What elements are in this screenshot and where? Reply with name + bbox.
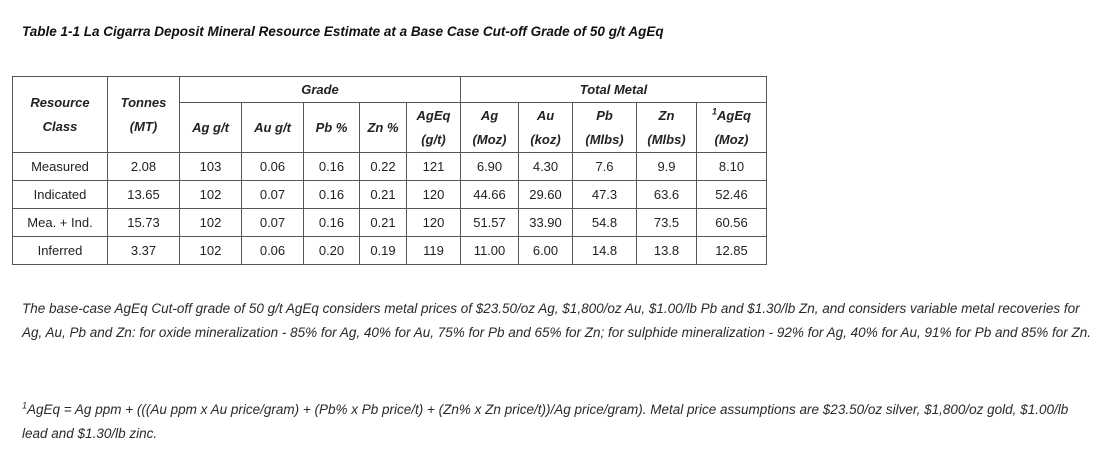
table-cell: 0.16: [304, 209, 360, 237]
footnote-text: AgEq = Ag ppm + (((Au ppm x Au price/gram) + (Pb% x Pb price/t) + (Zn% x Zn price/t))/Ag price/gram). Metal price assumptions are $23.50/oz silver, $1,800/oz gold, $1.00/lb lead and $1.30/lb zinc.: [22, 402, 1069, 441]
table-cell: 121: [407, 153, 461, 181]
table-cell: 120: [407, 209, 461, 237]
table-cell: 12.85: [697, 237, 767, 265]
header-total-metal-group: Total Metal: [461, 77, 767, 103]
ageq-footnote: [22, 398, 1097, 446]
table-cell: 6.00: [519, 237, 573, 265]
header-row-groups: [13, 77, 767, 103]
table-cell: Mea. + Ind.: [13, 209, 108, 237]
table-cell: 13.65: [108, 181, 180, 209]
table-cell: 102: [180, 181, 242, 209]
table-cell: 6.90: [461, 153, 519, 181]
table-cell: 0.07: [242, 181, 304, 209]
table-cell: 119: [407, 237, 461, 265]
table-cell: 63.6: [637, 181, 697, 209]
table-cell: 7.6: [573, 153, 637, 181]
header-zn-mlbs: Zn (Mlbs): [637, 103, 697, 153]
table-cell: 4.30: [519, 153, 573, 181]
header-zn-pct: Zn %: [360, 103, 407, 153]
table-cell: Inferred: [13, 237, 108, 265]
table-cell: 51.57: [461, 209, 519, 237]
table-cell: Indicated: [13, 181, 108, 209]
header-ageq-gt: AgEq (g/t): [407, 103, 461, 153]
table-cell: 0.19: [360, 237, 407, 265]
table-row: [13, 153, 767, 181]
table-cell: 103: [180, 153, 242, 181]
table-cell: 120: [407, 181, 461, 209]
table-row: [13, 237, 767, 265]
header-ageq-moz: $^1$AgEq (Moz): [697, 103, 767, 153]
table-cell: 0.21: [360, 209, 407, 237]
header-grade-group: Grade: [180, 77, 461, 103]
table-cell: 14.8: [573, 237, 637, 265]
table-cell: 60.56: [697, 209, 767, 237]
header-au-gt: Au g/t: [242, 103, 304, 153]
header-resource-class: Resource Class: [13, 77, 108, 153]
table-cell: 15.73: [108, 209, 180, 237]
header-ag-moz: Ag (Moz): [461, 103, 519, 153]
table-caption: Table 1-1 La Cigarra Deposit Mineral Resource Estimate at a Base Case Cut-off Grade of 50 g/t AgEq: [22, 24, 664, 39]
cutoff-grade-note: The base-case AgEq Cut-off grade of 50 g/t AgEq considers metal prices of $23.50/oz Ag, $1,800/oz Au, $1.00/lb Pb and $1.30/lb Zn, and considers variable metal recoveries for Ag, Au, Pb and Zn: for oxide mineralization - 85% for Ag, 40% for Au, 75% for Pb and 65% for Zn; for sulphide mineralization - 92% for Ag, 40% for Au, 91% for Pb and 85% for Zn.: [22, 301, 1092, 340]
header-pb-mlbs: Pb (Mlbs): [573, 103, 637, 153]
header-pb-pct: Pb %: [304, 103, 360, 153]
table-cell: 2.08: [108, 153, 180, 181]
table-cell: 0.20: [304, 237, 360, 265]
table-cell: 33.90: [519, 209, 573, 237]
table-cell: 0.06: [242, 153, 304, 181]
table-cell: 52.46: [697, 181, 767, 209]
table-row: [13, 181, 767, 209]
table-cell: 54.8: [573, 209, 637, 237]
table-cell: 44.66: [461, 181, 519, 209]
table-cell: 102: [180, 237, 242, 265]
header-tonnes: Tonnes (MT): [108, 77, 180, 153]
footnote-marker: 1: [712, 106, 718, 117]
table-cell: 9.9: [637, 153, 697, 181]
table-cell: 3.37: [108, 237, 180, 265]
resource-table: [12, 76, 767, 265]
table-cell: 73.5: [637, 209, 697, 237]
table-cell: 0.06: [242, 237, 304, 265]
header-ag-gt: Ag g/t: [180, 103, 242, 153]
footnote-marker: 1: [22, 400, 28, 411]
table-cell: 13.8: [637, 237, 697, 265]
table-cell: 47.3: [573, 181, 637, 209]
table-cell: 0.16: [304, 181, 360, 209]
table-cell: 29.60: [519, 181, 573, 209]
table-cell: 102: [180, 209, 242, 237]
table-cell: Measured: [13, 153, 108, 181]
table-cell: 0.07: [242, 209, 304, 237]
table-cell: 0.22: [360, 153, 407, 181]
table-body: [13, 153, 767, 265]
table-row: [13, 209, 767, 237]
table-cell: 8.10: [697, 153, 767, 181]
table-cell: 0.16: [304, 153, 360, 181]
table-cell: 11.00: [461, 237, 519, 265]
header-au-koz: Au (koz): [519, 103, 573, 153]
table-cell: 0.21: [360, 181, 407, 209]
